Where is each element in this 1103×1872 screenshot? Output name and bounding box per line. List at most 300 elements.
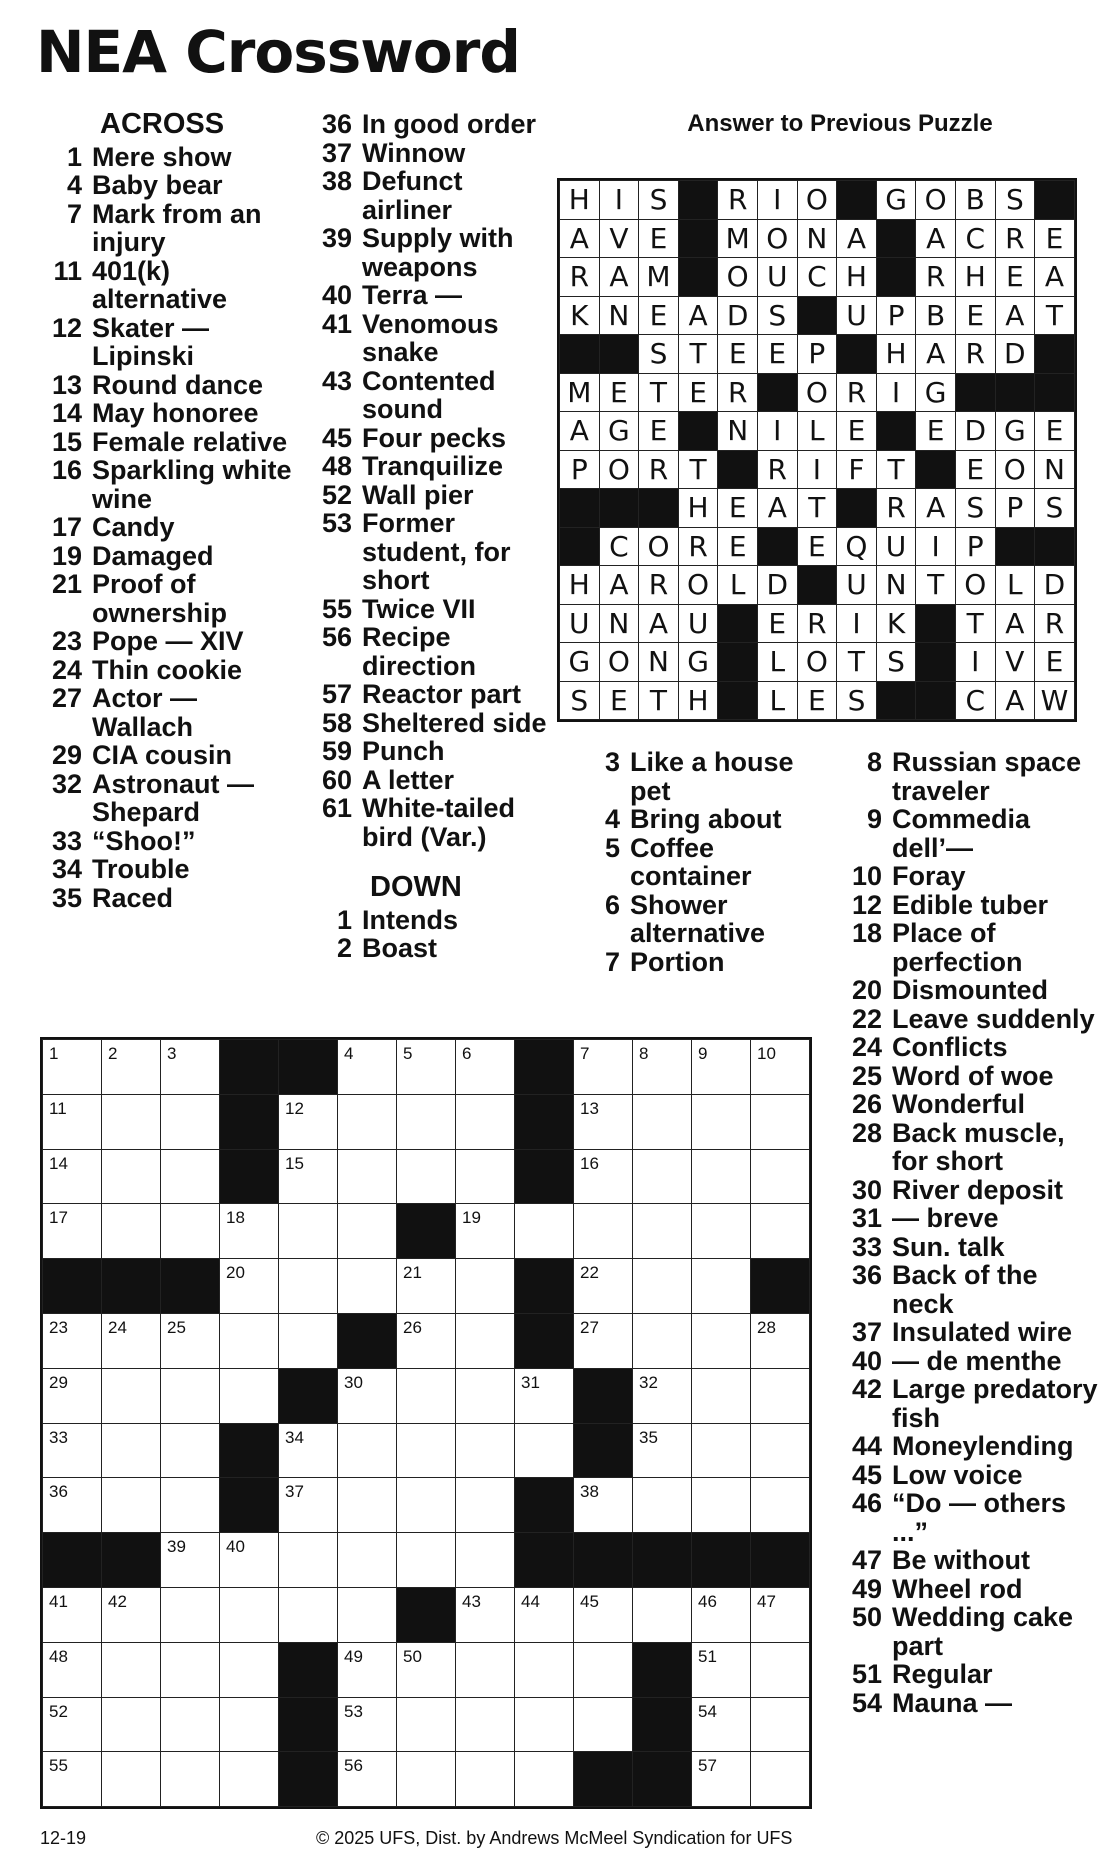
grid-cell[interactable] (43, 1149, 102, 1204)
grid-cell[interactable] (751, 1587, 810, 1642)
across-clue (310, 167, 555, 224)
grid-cell[interactable] (43, 1313, 102, 1368)
answer-black-cell (560, 335, 600, 374)
down-clue (836, 805, 1101, 862)
grid-cell[interactable] (515, 1423, 574, 1478)
answer-cell: H (876, 335, 916, 374)
grid-cell[interactable] (751, 1040, 810, 1095)
grid-cell[interactable] (692, 1642, 751, 1697)
answer-cell: U (678, 604, 718, 643)
down-clue (836, 1347, 1101, 1376)
clue-text: Wedding cake part (892, 1602, 1074, 1661)
grid-cell[interactable] (456, 1094, 515, 1149)
grid-cell[interactable] (102, 1149, 161, 1204)
grid-cell[interactable] (397, 1040, 456, 1095)
answer-black-cell (797, 566, 837, 605)
grid-cell[interactable] (692, 1040, 751, 1095)
grid-cell[interactable] (338, 1533, 397, 1588)
clue-text: Large predatory fish (892, 1374, 1098, 1433)
clue-number: 39 (321, 223, 352, 253)
down-clue (836, 1090, 1101, 1119)
grid-cell[interactable] (751, 1697, 810, 1752)
grid-cell[interactable] (102, 1478, 161, 1533)
cell-number: 25 (167, 1317, 186, 1337)
clue-text: 401(k) alternative (92, 255, 228, 314)
across-clue (40, 656, 302, 685)
cell-number: 5 (403, 1044, 413, 1063)
grid-cell[interactable] (456, 1697, 515, 1752)
answer-cell: R (837, 373, 877, 412)
grid-cell[interactable] (633, 1423, 692, 1478)
clue-number: 50 (851, 1602, 882, 1632)
grid-black-cell (102, 1533, 161, 1588)
grid-cell[interactable] (220, 1587, 279, 1642)
grid-cell[interactable] (397, 1423, 456, 1478)
down-clue (836, 1660, 1101, 1689)
grid-cell[interactable] (397, 1752, 456, 1807)
clue-text: CIA cousin (92, 740, 233, 770)
grid-cell[interactable] (751, 1204, 810, 1259)
grid-cell[interactable] (279, 1313, 338, 1368)
across-clue (310, 310, 555, 367)
clue-number: 30 (851, 1174, 882, 1205)
grid-cell[interactable] (43, 1204, 102, 1259)
grid-cell[interactable] (456, 1204, 515, 1259)
grid-cell[interactable] (161, 1478, 220, 1533)
grid-cell[interactable] (220, 1697, 279, 1752)
grid-cell[interactable] (751, 1368, 810, 1423)
grid-cell[interactable] (43, 1752, 102, 1807)
grid-black-cell (220, 1423, 279, 1478)
across-clue (40, 314, 302, 371)
answer-cell: A (757, 489, 797, 528)
clue-number: 15 (51, 426, 82, 457)
down-clue (836, 862, 1101, 891)
grid-row (43, 1478, 810, 1533)
grid-cell[interactable] (751, 1752, 810, 1807)
cell-number: 31 (521, 1372, 540, 1392)
down-clues-column-1 (578, 748, 833, 976)
clue-number: 16 (51, 455, 82, 485)
grid-cell[interactable] (279, 1478, 338, 1533)
answer-cell: S (757, 296, 797, 335)
grid-row (43, 1423, 810, 1478)
grid-cell[interactable] (161, 1423, 220, 1478)
down-clue (310, 934, 555, 963)
cell-number: 8 (639, 1044, 649, 1063)
grid-cell[interactable] (220, 1533, 279, 1588)
grid-cell[interactable] (102, 1697, 161, 1752)
cell-number: 32 (639, 1372, 658, 1392)
clue-text: Round dance (92, 369, 264, 400)
grid-cell[interactable] (102, 1204, 161, 1259)
answer-cell: R (955, 335, 995, 374)
answer-cell: O (955, 566, 995, 605)
answer-cell: D (995, 335, 1035, 374)
clue-text: Leave suddenly (892, 1003, 1095, 1034)
grid-cell[interactable] (633, 1368, 692, 1423)
answer-row (560, 181, 1075, 220)
grid-cell[interactable] (751, 1478, 810, 1533)
answer-cell: R (718, 373, 758, 412)
answer-cell: O (599, 643, 639, 682)
grid-cell[interactable] (397, 1533, 456, 1588)
cell-number: 35 (639, 1427, 658, 1447)
grid-cell[interactable] (692, 1313, 751, 1368)
grid-cell[interactable] (515, 1642, 574, 1697)
grid-cell[interactable] (279, 1423, 338, 1478)
down-clue (836, 1489, 1101, 1546)
grid-cell[interactable] (456, 1478, 515, 1533)
clue-text: Recipe direction (362, 622, 477, 681)
grid-cell[interactable] (456, 1752, 515, 1807)
grid-cell[interactable] (397, 1697, 456, 1752)
across-clue (40, 513, 302, 542)
grid-cell[interactable] (751, 1423, 810, 1478)
answer-cell: T (797, 489, 837, 528)
grid-cell[interactable] (515, 1752, 574, 1807)
grid-cell[interactable] (692, 1423, 751, 1478)
grid-cell[interactable] (338, 1368, 397, 1423)
grid-cell[interactable] (161, 1752, 220, 1807)
down-clue (578, 891, 833, 948)
grid-cell[interactable] (161, 1587, 220, 1642)
grid-cell[interactable] (161, 1204, 220, 1259)
clue-text: Edible tuber (892, 889, 1049, 920)
grid-cell[interactable] (692, 1587, 751, 1642)
clue-number: 4 (66, 170, 82, 200)
answer-cell: S (876, 643, 916, 682)
grid-row (43, 1642, 810, 1697)
cell-number: 15 (285, 1153, 304, 1173)
grid-black-cell (220, 1149, 279, 1204)
answer-black-cell (916, 681, 956, 720)
answer-cell: A (599, 258, 639, 297)
grid-cell[interactable] (279, 1259, 338, 1314)
answer-row (560, 681, 1075, 720)
grid-cell[interactable] (102, 1368, 161, 1423)
grid-cell[interactable] (102, 1040, 161, 1095)
grid-cell[interactable] (338, 1478, 397, 1533)
grid-cell[interactable] (102, 1313, 161, 1368)
grid-cell[interactable] (102, 1094, 161, 1149)
grid-cell[interactable] (456, 1423, 515, 1478)
answer-black-cell (1035, 527, 1075, 566)
clue-number: 40 (321, 280, 352, 310)
grid-cell[interactable] (279, 1149, 338, 1204)
clue-text: Four pecks (362, 422, 507, 453)
grid-black-cell (633, 1752, 692, 1807)
grid-cell[interactable] (515, 1368, 574, 1423)
answer-cell: R (797, 604, 837, 643)
answer-cell: E (718, 335, 758, 374)
grid-cell[interactable] (633, 1587, 692, 1642)
grid-cell[interactable] (515, 1587, 574, 1642)
grid-cell[interactable] (574, 1204, 633, 1259)
grid-cell[interactable] (220, 1204, 279, 1259)
grid-cell[interactable] (338, 1040, 397, 1095)
grid-cell[interactable] (397, 1313, 456, 1368)
grid-cell[interactable] (397, 1149, 456, 1204)
grid-cell[interactable] (692, 1478, 751, 1533)
clue-number: 54 (851, 1687, 882, 1718)
grid-cell[interactable] (633, 1204, 692, 1259)
grid-cell[interactable] (456, 1040, 515, 1095)
cell-number: 19 (462, 1208, 481, 1228)
answer-cell: Q (837, 527, 877, 566)
clue-text: Tranquilize (362, 451, 504, 481)
across-clue (310, 737, 555, 766)
grid-cell[interactable] (220, 1259, 279, 1314)
footer-date: 12-19 (40, 1828, 87, 1848)
grid-cell[interactable] (751, 1313, 810, 1368)
clue-text: Mark from an injury (92, 198, 262, 257)
clue-number: 55 (321, 593, 352, 624)
grid-cell[interactable] (43, 1423, 102, 1478)
grid-cell[interactable] (397, 1478, 456, 1533)
grid-cell[interactable] (161, 1368, 220, 1423)
cell-number: 54 (698, 1701, 717, 1721)
grid-cell[interactable] (692, 1259, 751, 1314)
down-clue (836, 919, 1101, 976)
grid-cell[interactable] (43, 1040, 102, 1095)
grid-cell[interactable] (43, 1368, 102, 1423)
grid-cell[interactable] (220, 1642, 279, 1697)
cell-number: 17 (49, 1208, 68, 1228)
grid-cell[interactable] (456, 1587, 515, 1642)
grid-cell[interactable] (574, 1642, 633, 1697)
grid-cell[interactable] (161, 1149, 220, 1204)
grid-cell[interactable] (633, 1040, 692, 1095)
grid-cell[interactable] (279, 1094, 338, 1149)
answer-black-cell (757, 373, 797, 412)
clue-text: Sheltered side (362, 707, 547, 738)
answer-cell: E (955, 296, 995, 335)
cell-number: 51 (698, 1646, 717, 1666)
grid-cell[interactable] (633, 1149, 692, 1204)
grid-cell[interactable] (161, 1094, 220, 1149)
answer-cell: A (916, 219, 956, 258)
grid-cell[interactable] (102, 1752, 161, 1807)
grid-row (43, 1040, 810, 1095)
grid-cell[interactable] (397, 1259, 456, 1314)
cell-number: 42 (108, 1591, 127, 1611)
grid-cell[interactable] (220, 1313, 279, 1368)
grid-cell[interactable] (338, 1204, 397, 1259)
grid-black-cell (515, 1094, 574, 1149)
answer-cell: E (639, 412, 679, 451)
grid-cell[interactable] (43, 1587, 102, 1642)
grid-cell[interactable] (161, 1533, 220, 1588)
clue-text: Foray (892, 861, 966, 891)
clue-number: 23 (51, 626, 82, 656)
across-clue (40, 456, 302, 513)
grid-cell[interactable] (338, 1697, 397, 1752)
clue-text: “Do — others ...” (892, 1488, 1067, 1547)
answer-row (560, 643, 1075, 682)
grid-cell[interactable] (574, 1697, 633, 1752)
answer-cell: M (560, 373, 600, 412)
grid-cell[interactable] (692, 1204, 751, 1259)
grid-cell[interactable] (751, 1149, 810, 1204)
grid-cell[interactable] (220, 1368, 279, 1423)
clue-text: Like a house pet (630, 747, 794, 806)
answer-cell: A (599, 566, 639, 605)
answer-cell: G (876, 181, 916, 220)
cell-number: 37 (285, 1482, 304, 1502)
answer-grid (557, 178, 1077, 722)
grid-cell[interactable] (456, 1642, 515, 1697)
grid-cell[interactable] (633, 1094, 692, 1149)
grid-cell[interactable] (338, 1752, 397, 1807)
answer-cell: H (837, 258, 877, 297)
answer-cell: E (678, 373, 718, 412)
grid-cell[interactable] (515, 1697, 574, 1752)
answer-cell: A (995, 681, 1035, 720)
grid-cell[interactable] (338, 1587, 397, 1642)
grid-cell[interactable] (574, 1149, 633, 1204)
grid-cell[interactable] (574, 1478, 633, 1533)
grid-cell[interactable] (279, 1533, 338, 1588)
answer-black-cell (797, 296, 837, 335)
cell-number: 13 (580, 1098, 599, 1118)
grid-cell[interactable] (692, 1149, 751, 1204)
clue-text: Mauna — (892, 1687, 1013, 1718)
grid-cell[interactable] (102, 1587, 161, 1642)
answer-cell: E (1035, 412, 1075, 451)
grid-cell[interactable] (692, 1752, 751, 1807)
across-clue (40, 371, 302, 400)
grid-cell[interactable] (43, 1094, 102, 1149)
answer-cell: N (876, 566, 916, 605)
grid-black-cell (515, 1259, 574, 1314)
clue-number: 9 (866, 804, 882, 834)
grid-cell[interactable] (161, 1313, 220, 1368)
grid-cell[interactable] (456, 1259, 515, 1314)
clue-text: Regular (892, 1659, 993, 1689)
grid-black-cell (279, 1752, 338, 1807)
answer-black-cell (678, 219, 718, 258)
answer-cell: O (797, 373, 837, 412)
grid-cell[interactable] (338, 1149, 397, 1204)
answer-cell: I (757, 412, 797, 451)
answer-black-cell (560, 527, 600, 566)
answer-black-cell (718, 643, 758, 682)
grid-cell[interactable] (397, 1642, 456, 1697)
answer-cell: K (876, 604, 916, 643)
clue-text: Wall pier (362, 479, 474, 510)
clue-text: Wonderful (892, 1089, 1025, 1119)
grid-cell[interactable] (633, 1313, 692, 1368)
grid-black-cell (43, 1533, 102, 1588)
grid-cell[interactable] (574, 1587, 633, 1642)
across-clue (310, 766, 555, 795)
grid-cell[interactable] (692, 1094, 751, 1149)
down-clue (836, 891, 1101, 920)
clue-text: Sparkling white wine (92, 455, 292, 514)
clue-number: 33 (851, 1231, 882, 1262)
grid-cell[interactable] (633, 1478, 692, 1533)
answer-cell: O (797, 643, 837, 682)
grid-cell[interactable] (397, 1368, 456, 1423)
clue-number: 57 (321, 679, 352, 709)
cell-number: 50 (403, 1646, 422, 1666)
grid-cell[interactable] (574, 1313, 633, 1368)
grid-cell[interactable] (574, 1040, 633, 1095)
answer-cell: L (797, 412, 837, 451)
clue-text: — breve (892, 1203, 999, 1233)
cell-number: 4 (344, 1044, 354, 1063)
down-clue (836, 1318, 1101, 1347)
grid-cell[interactable] (279, 1204, 338, 1259)
answer-cell: O (639, 527, 679, 566)
grid-cell[interactable] (161, 1040, 220, 1095)
grid-black-cell (397, 1587, 456, 1642)
answer-cell: M (718, 219, 758, 258)
grid-cell[interactable] (43, 1642, 102, 1697)
grid-cell[interactable] (102, 1423, 161, 1478)
clue-number: 53 (321, 508, 352, 538)
grid-cell[interactable] (43, 1478, 102, 1533)
grid-cell[interactable] (456, 1313, 515, 1368)
grid-cell[interactable] (692, 1368, 751, 1423)
down-clue (836, 1119, 1101, 1176)
grid-cell[interactable] (574, 1094, 633, 1149)
grid-cell[interactable] (692, 1697, 751, 1752)
answer-cell: E (718, 489, 758, 528)
across-clue (310, 452, 555, 481)
grid-black-cell (43, 1259, 102, 1314)
answer-row (560, 412, 1075, 451)
grid-cell[interactable] (161, 1697, 220, 1752)
grid-cell[interactable] (751, 1642, 810, 1697)
clue-text: Thin cookie (92, 654, 243, 685)
grid-cell[interactable] (574, 1259, 633, 1314)
clue-number: 4 (604, 804, 620, 834)
grid-cell[interactable] (43, 1697, 102, 1752)
across-clue (40, 827, 302, 856)
answer-cell: T (639, 373, 679, 412)
grid-cell[interactable] (338, 1094, 397, 1149)
grid-cell[interactable] (279, 1587, 338, 1642)
grid-black-cell (574, 1368, 633, 1423)
grid-black-cell (279, 1697, 338, 1752)
cell-number: 43 (462, 1591, 481, 1611)
grid-cell[interactable] (456, 1149, 515, 1204)
grid-cell[interactable] (338, 1423, 397, 1478)
answer-row (560, 373, 1075, 412)
grid-cell[interactable] (220, 1752, 279, 1807)
grid-cell[interactable] (633, 1259, 692, 1314)
grid-cell[interactable] (397, 1094, 456, 1149)
answer-cell: H (678, 681, 718, 720)
down-clue (836, 1432, 1101, 1461)
grid-cell[interactable] (751, 1094, 810, 1149)
answer-cell: L (757, 681, 797, 720)
grid-black-cell (751, 1259, 810, 1314)
grid-cell[interactable] (456, 1368, 515, 1423)
grid-cell[interactable] (338, 1642, 397, 1697)
grid-cell[interactable] (338, 1259, 397, 1314)
grid-cell[interactable] (161, 1642, 220, 1697)
grid-black-cell (633, 1533, 692, 1588)
clue-text: Reactor part (362, 679, 522, 709)
grid-cell[interactable] (515, 1204, 574, 1259)
down-clues-column-2 (836, 748, 1101, 1717)
grid-cell[interactable] (102, 1642, 161, 1697)
answer-black-cell (955, 373, 995, 412)
grid-cell[interactable] (456, 1533, 515, 1588)
